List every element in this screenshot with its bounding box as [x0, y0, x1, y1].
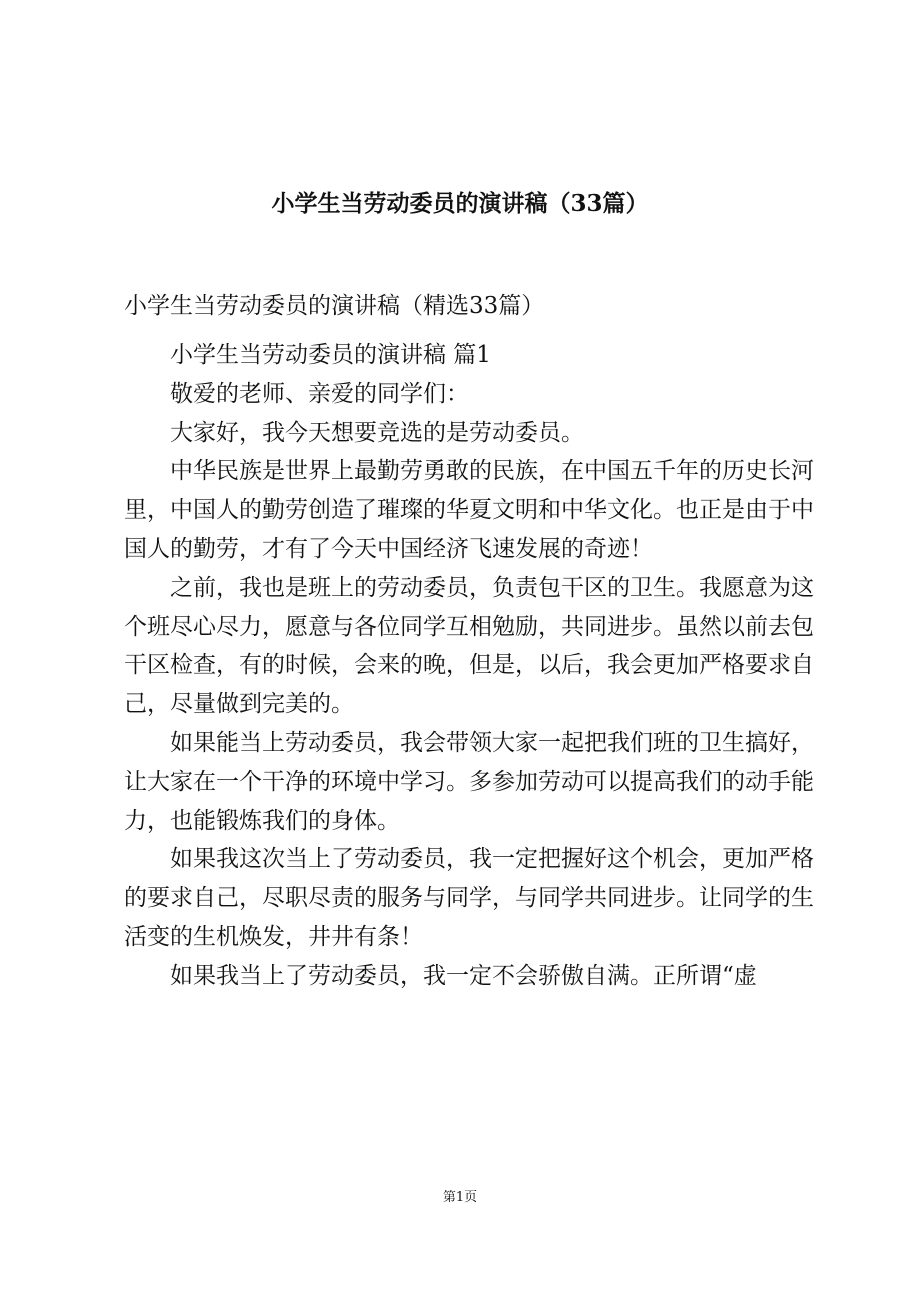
document-title: 小学生当劳动委员的演讲稿（33篇）: [271, 190, 649, 217]
body-paragraph: 之前，我也是班上的劳动委员，负责包干区的卫生。我愿意为这个班尽心尽力，愿意与各位同学互相勉励，共同进步。虽然以前去包干区检查，有的时候，会来的晚，但是，以后，我会更加严格要求自己，尽量做到完美的。: [124, 574, 814, 718]
body-paragraph: 如果我这次当上了劳动委员，我一定把握好这个机会，更加严格的要求自己，尽职尽责的服务与同学，与同学共同进步。让同学的生活变的生机焕发，井井有条！: [124, 846, 814, 950]
body-paragraph: 中华民族是世界上最勤劳勇敢的民族，在中国五千年的历史长河里，中国人的勤劳创造了璀璨的华夏文明和中华文化。也正是由于中国人的勤劳，才有了今天中国经济飞速发展的奇迹！: [124, 458, 814, 562]
salutation: 敬爱的老师、亲爱的同学们：: [170, 380, 469, 407]
section-heading: 小学生当劳动委员的演讲稿 篇1: [170, 342, 491, 368]
body-paragraph: 如果我当上了劳动委员，我一定不会骄傲自满。正所谓“虚: [170, 962, 757, 989]
document-body: [124, 336, 814, 996]
document-subtitle: 小学生当劳动委员的演讲稿（精选33篇）: [124, 293, 545, 319]
body-paragraph: 如果能当上劳动委员，我会带领大家一起把我们班的卫生搞好，让大家在一个干净的环境中学习。多参加劳动可以提高我们的动手能力，也能锻炼我们的身体。: [124, 729, 814, 834]
body-paragraph: 大家好，我今天想要竞选的是劳动委员。: [170, 419, 584, 446]
page-number: 第1页: [442, 1190, 478, 1205]
